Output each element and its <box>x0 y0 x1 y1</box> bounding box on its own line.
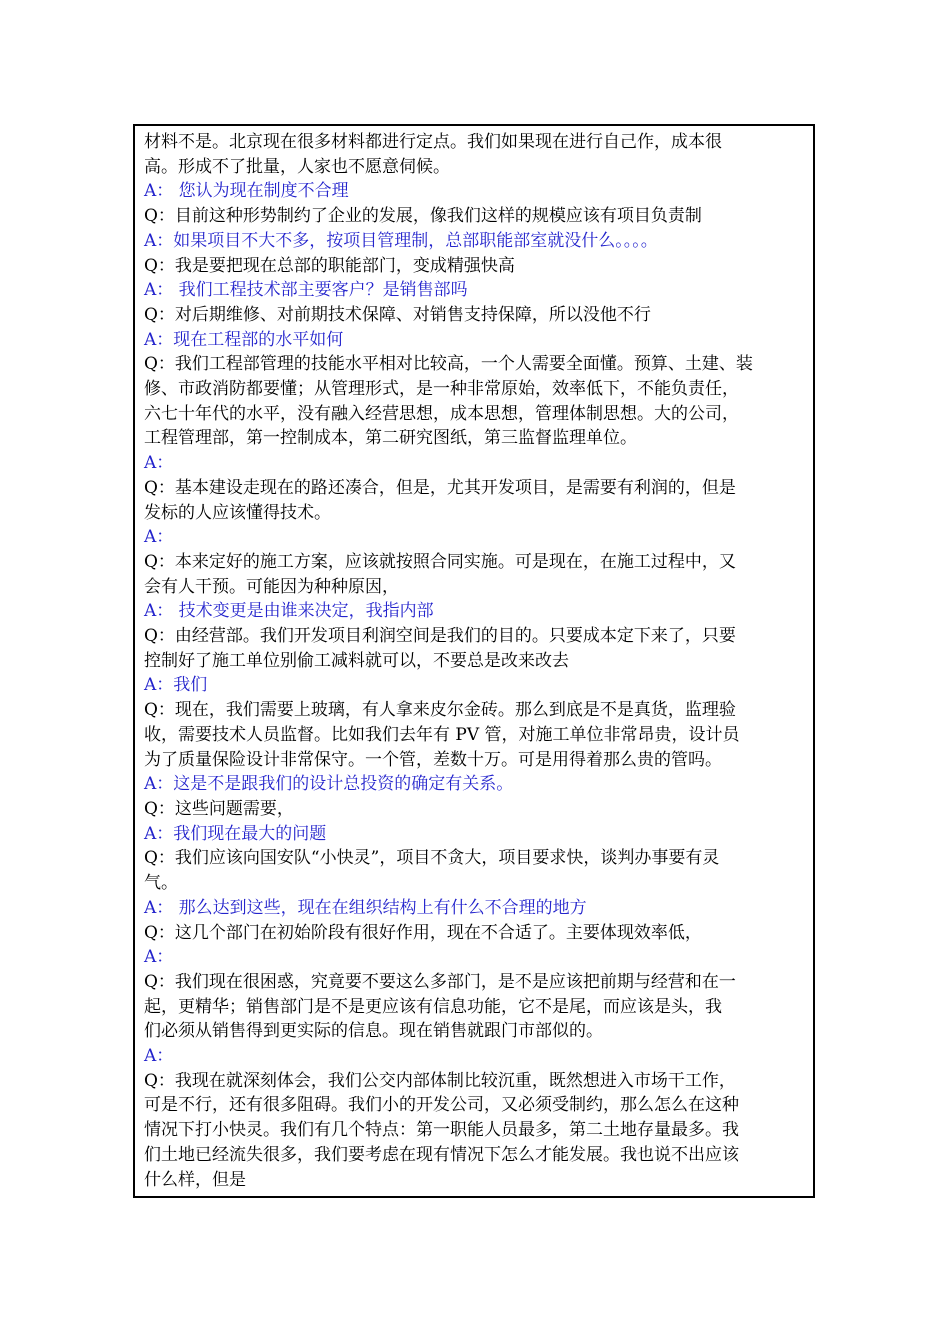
question-line: Q：目前这种形势制约了企业的发展，像我们这样的规模应该有项目负责制 <box>144 206 702 227</box>
question-line: Q：本来定好的施工方案，应该就按照合同实施。可是现在，在施工过程中，又 <box>144 551 736 572</box>
question-line: 情况下打小快灵。我们有几个特点：第一职能人员最多，第二土地存量最多。我 <box>144 1120 739 1141</box>
question-line: Q：这几个部门在初始阶段有很好作用，现在不合适了。主要体现效率低， <box>144 922 702 943</box>
question-line: Q：我是要把现在总部的职能部门，变成精强快高 <box>144 255 515 276</box>
question-line: Q：由经营部。我们开发项目利润空间是我们的目的。只要成本定下来了，只要 <box>144 626 736 647</box>
answer-line: A：现在工程部的水平如何 <box>144 329 344 350</box>
question-line: 控制好了施工单位别偷工减料就可以，不要总是改来改去 <box>144 650 569 671</box>
question-line: 工程管理部，第一控制成本，第二研究图纸，第三监督监理单位。 <box>144 428 637 449</box>
answer-line: A：如果项目不大不多，按项目管理制，总部职能部室就没什么。。。。 <box>144 230 658 251</box>
answer-line: A： <box>144 947 174 968</box>
question-line: Q：对后期维修、对前期技术保障、对销售支持保障，所以没他不行 <box>144 304 651 325</box>
answer-line: A： 技术变更是由谁来决定，我指内部 <box>144 601 434 622</box>
question-line: 们土地已经流失很多，我们要考虑在现有情况下怎么才能发展。我也说不出应该 <box>144 1144 739 1165</box>
question-line: 气。 <box>144 873 178 894</box>
answer-line: A： <box>144 1046 174 1067</box>
question-line: Q：我们现在很困惑，究竟要不要这么多部门，是不是应该把前期与经营和在一 <box>144 971 736 992</box>
question-line: Q：基本建设走现在的路还凑合，但是，尤其开发项目，是需要有利润的，但是 <box>144 477 736 498</box>
question-line: Q：我现在就深刻体会，我们公交内部体制比较沉重，既然想进入市场干工作， <box>144 1070 736 1091</box>
question-line: 修、市政消防都要懂；从管理形式，是一种非常原始，效率低下，不能负责任， <box>144 379 739 400</box>
question-line: 收，需要技术人员监督。比如我们去年有 PV 管，对施工单位非常昂贵，设计员 <box>144 724 740 745</box>
question-line: 会有人干预。可能因为种种原因， <box>144 576 399 597</box>
interview-transcript-box <box>133 124 815 1198</box>
question-line: 什么样，但是 <box>144 1169 246 1190</box>
question-line: 高。形成不了批量，人家也不愿意伺候。 <box>144 156 450 177</box>
answer-line: A：我们 <box>144 675 208 696</box>
question-line: Q：现在，我们需要上玻璃，有人拿来皮尔金砖。那么到底是不是真货，监理验 <box>144 700 736 721</box>
question-line: Q：我们应该向国安队“小快灵”，项目不贪大，项目要求快，谈判办事要有灵 <box>144 848 720 869</box>
question-line: 起，更精华；销售部门是不是更应该有信息功能，它不是尾，而应该是头，我 <box>144 996 722 1017</box>
question-line: 们必须从销售得到更实际的信息。现在销售就跟门市部似的。 <box>144 1021 603 1042</box>
answer-line: A： <box>144 453 174 474</box>
answer-line: A：这是不是跟我们的设计总投资的确定有关系。 <box>144 774 514 795</box>
question-line: 六七十年代的水平，没有融入经营思想，成本思想，管理体制思想。大的公司， <box>144 403 739 424</box>
question-line: Q：我们工程部管理的技能水平相对比较高，一个人需要全面懂。预算、土建、装 <box>144 354 753 375</box>
answer-line: A： 我们工程技术部主要客户？是销售部吗 <box>144 280 468 301</box>
answer-line: A： 您认为现在制度不合理 <box>144 181 349 202</box>
answer-line: A： 那么达到这些，现在在组织结构上有什么不合理的地方 <box>144 897 587 918</box>
question-line: 为了质量保险设计非常保守。一个管，差数十万。可是用得着那么贵的管吗。 <box>144 749 722 770</box>
question-line: 可是不行，还有很多阻碍。我们小的开发公司，又必须受制约，那么怎么在这种 <box>144 1095 739 1116</box>
question-line: 发标的人应该懂得技术。 <box>144 502 331 523</box>
question-line: 材料不是。北京现在很多材料都进行定点。我们如果现在进行自己作，成本很 <box>144 132 722 152</box>
answer-line: A：我们现在最大的问题 <box>144 823 327 844</box>
answer-line: A： <box>144 527 174 548</box>
question-line: Q：这些问题需要， <box>144 798 294 819</box>
